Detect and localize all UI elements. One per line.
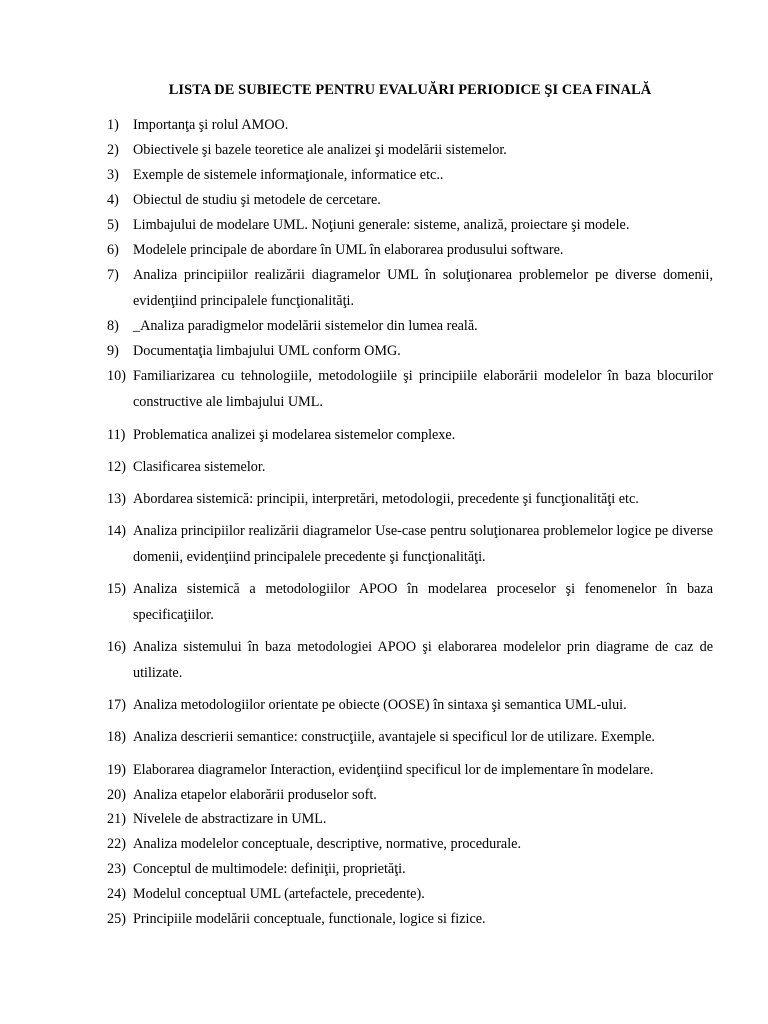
list-item <box>107 724 713 750</box>
item-number: 1) <box>107 117 119 133</box>
item-number: 17) <box>107 697 126 713</box>
item-number: 6) <box>107 242 119 258</box>
list-item <box>107 212 713 238</box>
list-item <box>107 338 713 364</box>
item-number: 7) <box>107 267 119 283</box>
item-text: Analiza etapelor elaborării produselor soft. <box>133 787 377 803</box>
item-text: Obiectul de studiu şi metodele de cercetare. <box>133 192 381 208</box>
list-item <box>107 363 713 415</box>
item-number: 12) <box>107 459 126 475</box>
item-number: 5) <box>107 217 119 233</box>
item-text: Analiza modelelor conceptuale, descriptive, normative, procedurale. <box>133 836 522 852</box>
item-number: 10) <box>107 368 126 384</box>
item-text: Analiza metodologiilor orientate pe obiecte (OOSE) în sintaxa şi semantica UML-ului. <box>133 697 627 713</box>
list-item <box>107 518 713 570</box>
list-item <box>107 576 713 628</box>
item-number: 19) <box>107 762 126 778</box>
item-number: 20) <box>107 787 126 803</box>
item-number: 11) <box>107 427 126 443</box>
item-number: 22) <box>107 836 126 852</box>
list-item <box>107 856 713 882</box>
item-text: Conceptul de multimodele: definiţii, proprietăţi. <box>133 861 406 877</box>
item-number: 15) <box>107 581 126 597</box>
list-item <box>107 187 713 213</box>
item-number: 9) <box>107 343 119 359</box>
item-text: Analiza sistemică a metodologiilor APOO în modelarea proceselor şi fenomenelor în baza specificaţiilor. <box>133 581 713 623</box>
item-text: Exemple de sistemele informaţionale, informatice etc.. <box>133 167 444 183</box>
list-item <box>107 757 713 783</box>
list-item <box>107 831 713 857</box>
list-item <box>107 262 713 314</box>
page-title: LISTA DE SUBIECTE PENTRU EVALUĂRI PERIODICE ŞI CEA FINALĂ <box>168 82 652 98</box>
list-item <box>107 313 713 339</box>
item-number: 23) <box>107 861 126 877</box>
item-text: _Analiza paradigmelor modelării sistemelor din lumea reală. <box>133 318 478 334</box>
item-text: Principiile modelării conceptuale, functionale, logice si fizice. <box>133 911 486 927</box>
item-text: Obiectivele şi bazele teoretice ale analizei şi modelării sistemelor. <box>133 142 507 158</box>
list-item <box>107 137 713 163</box>
item-text: Analiza descrierii semantice: construcţiile, avantajele si specificul lor de utilizare. Exemple. <box>133 729 655 745</box>
list-item <box>107 162 713 188</box>
item-number: 25) <box>107 911 126 927</box>
item-text: Elaborarea diagramelor Interaction, evidenţiind specificul lor de implementare în modelare. <box>133 762 654 778</box>
item-text: Abordarea sistemică: principii, interpretări, metodologii, precedente şi funcţionalităţi etc. <box>133 491 639 507</box>
list-item <box>107 782 713 808</box>
item-number: 8) <box>107 318 119 334</box>
item-number: 2) <box>107 142 119 158</box>
item-text: Analiza sistemului în baza metodologiei APOO şi elaborarea modelelor prin diagrame de caz de utilizate. <box>133 639 713 681</box>
item-text: Documentaţia limbajului UML conform OMG. <box>133 343 401 359</box>
list-item <box>107 692 713 718</box>
item-text: Nivelele de abstractizare in UML. <box>133 811 327 827</box>
list-item <box>107 906 713 932</box>
list-item <box>107 634 713 686</box>
item-text: Analiza principiilor realizării diagramelor Use-case pentru soluţionarea problemelor logice pe diverse domenii, evidenţiind principalele precedente şi funcţionalităţi. <box>133 523 713 565</box>
item-number: 4) <box>107 192 119 208</box>
item-number: 3) <box>107 167 119 183</box>
list-item <box>107 112 713 138</box>
item-number: 14) <box>107 523 126 539</box>
item-text: Clasificarea sistemelor. <box>133 459 266 475</box>
item-text: Limbajului de modelare UML. Noţiuni generale: sisteme, analiză, proiectare şi modele. <box>133 217 630 233</box>
item-number: 21) <box>107 811 126 827</box>
list-item <box>107 454 713 480</box>
list-item <box>107 881 713 907</box>
item-text: Problematica analizei şi modelarea sistemelor complexe. <box>133 427 456 443</box>
item-number: 13) <box>107 491 126 507</box>
item-number: 18) <box>107 729 126 745</box>
item-text: Importanţa şi rolul AMOO. <box>133 117 289 133</box>
item-number: 24) <box>107 886 126 902</box>
list-item <box>107 237 713 263</box>
item-text: Analiza principiilor realizării diagramelor UML în soluţionarea problemelor pe diverse domenii, evidenţiind principalele funcţionalităţi. <box>133 267 713 309</box>
item-text: Modelul conceptual UML (artefactele, precedente). <box>133 886 425 902</box>
list-item <box>107 486 713 512</box>
list-item <box>107 806 713 832</box>
list-item <box>107 422 713 448</box>
item-text: Modelele principale de abordare în UML în elaborarea produsului software. <box>133 242 564 258</box>
item-number: 16) <box>107 639 126 655</box>
item-text: Familiarizarea cu tehnologiile, metodologiile şi principiile elaborării modelelor în baza blocurilor constructive ale limbajului UML. <box>133 368 713 410</box>
